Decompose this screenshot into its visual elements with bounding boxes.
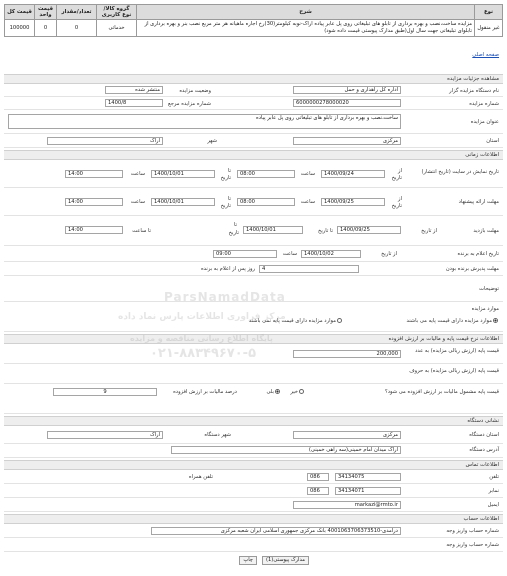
section-address: نشانی دستگاه — [4, 416, 503, 426]
col-type: نوع — [475, 5, 503, 20]
watermark-phone: ۰۲۱-۸۸۳۴۹۶۷۰-۵ — [150, 346, 257, 361]
notes-label: توضیحات — [479, 286, 499, 292]
fax-code-field[interactable]: 086 — [307, 487, 329, 495]
radio-off-icon — [337, 318, 342, 323]
announce-from-label: از تاریخ — [381, 251, 397, 257]
base-rial-row — [4, 344, 503, 364]
base-words-row — [4, 364, 503, 384]
visit-to-label: تا — [233, 222, 237, 228]
section-account: اطلاعات حساب — [4, 514, 503, 524]
radio-option-2-label: موارد مزایده دارای قیمت پایه نمی باشند — [248, 318, 336, 324]
addr-row — [4, 444, 503, 458]
announce-time[interactable]: 09:00 — [213, 250, 277, 258]
addr-city-field[interactable]: اراک — [47, 431, 163, 439]
section-details: مشاهده جزئیات مزایده — [4, 74, 503, 84]
province-row — [4, 134, 503, 148]
vat-no-label: خیر — [290, 389, 298, 395]
email-label: ایمیل — [487, 502, 499, 508]
vat-no-radio[interactable] — [290, 389, 305, 395]
addr-province-field[interactable]: مرکزی — [293, 431, 401, 439]
section-contact: اطلاعات تماس — [4, 460, 503, 470]
table-header-row — [5, 5, 503, 20]
vat-yes-label: بلی — [266, 389, 274, 395]
base-words-label: قیمت پایه (ارزش ریالی مزایده) به حروف — [409, 368, 499, 374]
cell-category: خدماتی — [97, 20, 137, 37]
offer-to-label: تا — [227, 196, 231, 202]
vat-percent-field[interactable]: 9 — [53, 388, 157, 396]
publish-to-time[interactable]: 14:00 — [65, 170, 123, 178]
visit-time-label: تا ساعت — [132, 228, 151, 234]
visit-until-label: تا تاریخ — [318, 228, 333, 234]
visit-date-label: تاریخ — [228, 230, 239, 236]
radio-on-icon — [493, 318, 498, 323]
radio-option-1-label: موارد مزایده دارای قیمت پایه می باشند — [406, 318, 492, 324]
title-row — [4, 110, 503, 134]
announce-label: تاریخ اعلام به برنده — [457, 251, 499, 257]
fax-row — [4, 484, 503, 498]
offer-from-time[interactable]: 08:00 — [237, 198, 295, 206]
watermark-line-3: پایگاه اطلاع رسانی مناقصه و مزایده — [130, 334, 273, 343]
print-button[interactable]: چاپ — [239, 556, 257, 565]
radio-no-base-price[interactable] — [249, 318, 343, 324]
offer-from-date-label: تاریخ — [391, 203, 402, 209]
org-label: نام دستگاه مزایده گزار — [449, 88, 499, 94]
winner-deadline-row — [4, 262, 503, 276]
vat-yes-radio[interactable] — [267, 389, 282, 395]
title-label: عنوان مزایده — [470, 119, 499, 125]
vat-row — [4, 384, 503, 414]
province-label: استان — [486, 138, 499, 144]
publish-to-date-label: تاریخ — [220, 175, 231, 181]
col-quantity: تعداد/مقدار — [57, 5, 97, 20]
watermark-line-2: مرکز فراوری اطلاعات پارس نماد داده — [118, 312, 286, 322]
org-row — [4, 84, 503, 97]
province-field[interactable]: مرکزی — [293, 137, 401, 145]
city-field[interactable]: اراک — [47, 137, 163, 145]
mobile-label: تلفن همراه — [188, 474, 213, 480]
addr-city-label: شهر دستگاه — [204, 432, 231, 438]
auction-items-row — [4, 302, 503, 332]
auction-items-label: موارد مزایده — [471, 306, 499, 312]
number-row — [4, 97, 503, 110]
radio-on-icon — [275, 389, 280, 394]
offer-from-label: از — [398, 196, 402, 202]
home-link[interactable]: صفحه اصلی — [472, 52, 499, 58]
publish-to-label: تا — [227, 168, 231, 174]
attachments-button[interactable]: مدارک پیوستی(1) — [262, 556, 309, 565]
publish-from-date[interactable]: 1400/09/24 — [321, 170, 385, 178]
number-field[interactable]: 6000000278000020 — [293, 99, 401, 107]
phone-row — [4, 470, 503, 484]
return-label: شماره حساب واریز وجه — [446, 542, 499, 548]
addr-province-label: استان دستگاه — [469, 432, 499, 438]
fax-field[interactable]: 34134071 — [335, 487, 401, 495]
deposit-row — [4, 524, 503, 538]
addr-label: آدرس دستگاه — [469, 447, 499, 453]
offer-row — [4, 188, 503, 216]
announce-date[interactable]: 1400/10/02 — [301, 250, 361, 258]
col-total-price: قیمت کل — [5, 5, 35, 20]
section-base-price: اطلاعات نرخ قیمت پایه و مالیات بر ارزش افزوده — [4, 334, 503, 344]
deposit-label: شماره حساب واریز وجه — [446, 528, 499, 534]
publish-from-date-label: تاریخ — [391, 175, 402, 181]
fax-label: نمابر — [488, 488, 499, 494]
addr-field[interactable]: اراک میدان امام خمینی(سه راهی خمینی) — [171, 446, 401, 454]
vat-percent-label: درصد مالیات بر ارزش افزوده — [173, 389, 237, 395]
deposit-field[interactable]: درآمدی-4001063706373510 بانک مرکزی جمهوری اسلامی ایران شعبه مرکزی — [151, 527, 401, 535]
base-rial-label: قیمت پایه (ارزش ریالی مزایده) به عدد — [415, 348, 499, 354]
cell-type: غیر منقول — [475, 20, 503, 37]
cell-unit-price: 0 — [35, 20, 57, 37]
offer-to-date[interactable]: 1400/10/01 — [151, 198, 215, 206]
visit-from-date[interactable]: 1400/09/25 — [337, 226, 401, 234]
announce-row — [4, 246, 503, 262]
email-field[interactable]: markazi@rmto.ir — [293, 501, 401, 509]
publish-from-time-label: ساعت — [300, 171, 315, 177]
number-label: شماره مزایده — [469, 101, 499, 107]
req-number-field[interactable]: 1400/8 — [105, 99, 163, 107]
radio-off-icon — [299, 389, 304, 394]
visit-row — [4, 216, 503, 246]
offer-to-date-label: تاریخ — [220, 203, 231, 209]
phone-label: تلفن — [489, 474, 499, 480]
city-label: شهر — [207, 138, 217, 144]
visit-time[interactable]: 14:00 — [65, 226, 123, 234]
col-unit-price: قیمت واحد — [35, 5, 57, 20]
col-description: شرح — [137, 5, 475, 20]
email-row — [4, 498, 503, 512]
publish-from-label: از — [398, 168, 402, 174]
publish-to-time-label: ساعت — [130, 171, 145, 177]
publish-row — [4, 160, 503, 188]
return-row — [4, 538, 503, 552]
visit-from-label: از تاریخ — [421, 228, 437, 234]
publish-label: تاریخ نمایش در سایت (تاریخ انتشار) — [421, 169, 499, 175]
status-label: وضعیت مزایده — [179, 88, 211, 94]
offer-to-time[interactable]: 14:00 — [65, 198, 123, 206]
radio-has-base-price[interactable] — [407, 318, 499, 324]
title-field[interactable]: ساخت،نصب و بهره برداری از تابلو های تبلیغاتی روی پل عابر پیاده — [8, 114, 401, 129]
cell-total-price: 100000 — [5, 20, 35, 37]
org-field[interactable]: اداره کل راهداری و حمل — [293, 86, 401, 94]
table-row — [5, 20, 503, 37]
cell-description: مزایده ساخت،نصب و بهره برداری از تابلو های تبلیغاتی روی پل عابر پیاده اراک-نوبه کیلومتر(30)رخ اجاره ماهیانه هر متر مربع نصب بنر و بهره برداری از تابلوای تبلیغاتی جهت سال اول(طبق مدارک پیوستی قیمت داده شود) — [137, 20, 475, 37]
announce-time-label: ساعت — [282, 251, 297, 257]
status-field[interactable]: منتشر شده — [105, 86, 163, 94]
winner-deadline-label: مهلت پذیرش برنده بودن — [445, 266, 499, 272]
offer-label: مهلت ارائه پیشنهاد — [458, 199, 499, 205]
vat-question: قیمت پایه مشمول مالیات بر ارزش افزوده می شود؟ — [384, 389, 499, 395]
req-number-label: شماره مزایده مرجع — [167, 101, 211, 107]
visit-label: مهلت بازدید — [473, 228, 499, 234]
auction-items-table — [4, 4, 503, 37]
publish-from-time[interactable]: 08:00 — [237, 170, 295, 178]
publish-to-date[interactable]: 1400/10/01 — [151, 170, 215, 178]
winner-deadline-unit: روز پس از اعلام به برنده — [200, 266, 255, 272]
notes-row — [4, 276, 503, 302]
phone-code-field[interactable]: 086 — [307, 473, 329, 481]
winner-deadline-field[interactable]: 4 — [259, 265, 359, 273]
phone-field[interactable]: 34134075 — [335, 473, 401, 481]
watermark-brand: ParsNamadData — [164, 290, 286, 304]
cell-quantity: 0 — [57, 20, 97, 37]
addr-province-row — [4, 426, 503, 444]
section-time: اطلاعات زمانی — [4, 150, 503, 160]
col-category: گروه کالا/نوع کاربری — [97, 5, 137, 20]
offer-to-time-label: ساعت — [130, 199, 145, 205]
base-rial-field[interactable]: 200,000 — [293, 350, 401, 358]
offer-from-date[interactable]: 1400/09/25 — [321, 198, 385, 206]
visit-until-date[interactable]: 1400/10/01 — [243, 226, 303, 234]
offer-from-time-label: ساعت — [300, 199, 315, 205]
